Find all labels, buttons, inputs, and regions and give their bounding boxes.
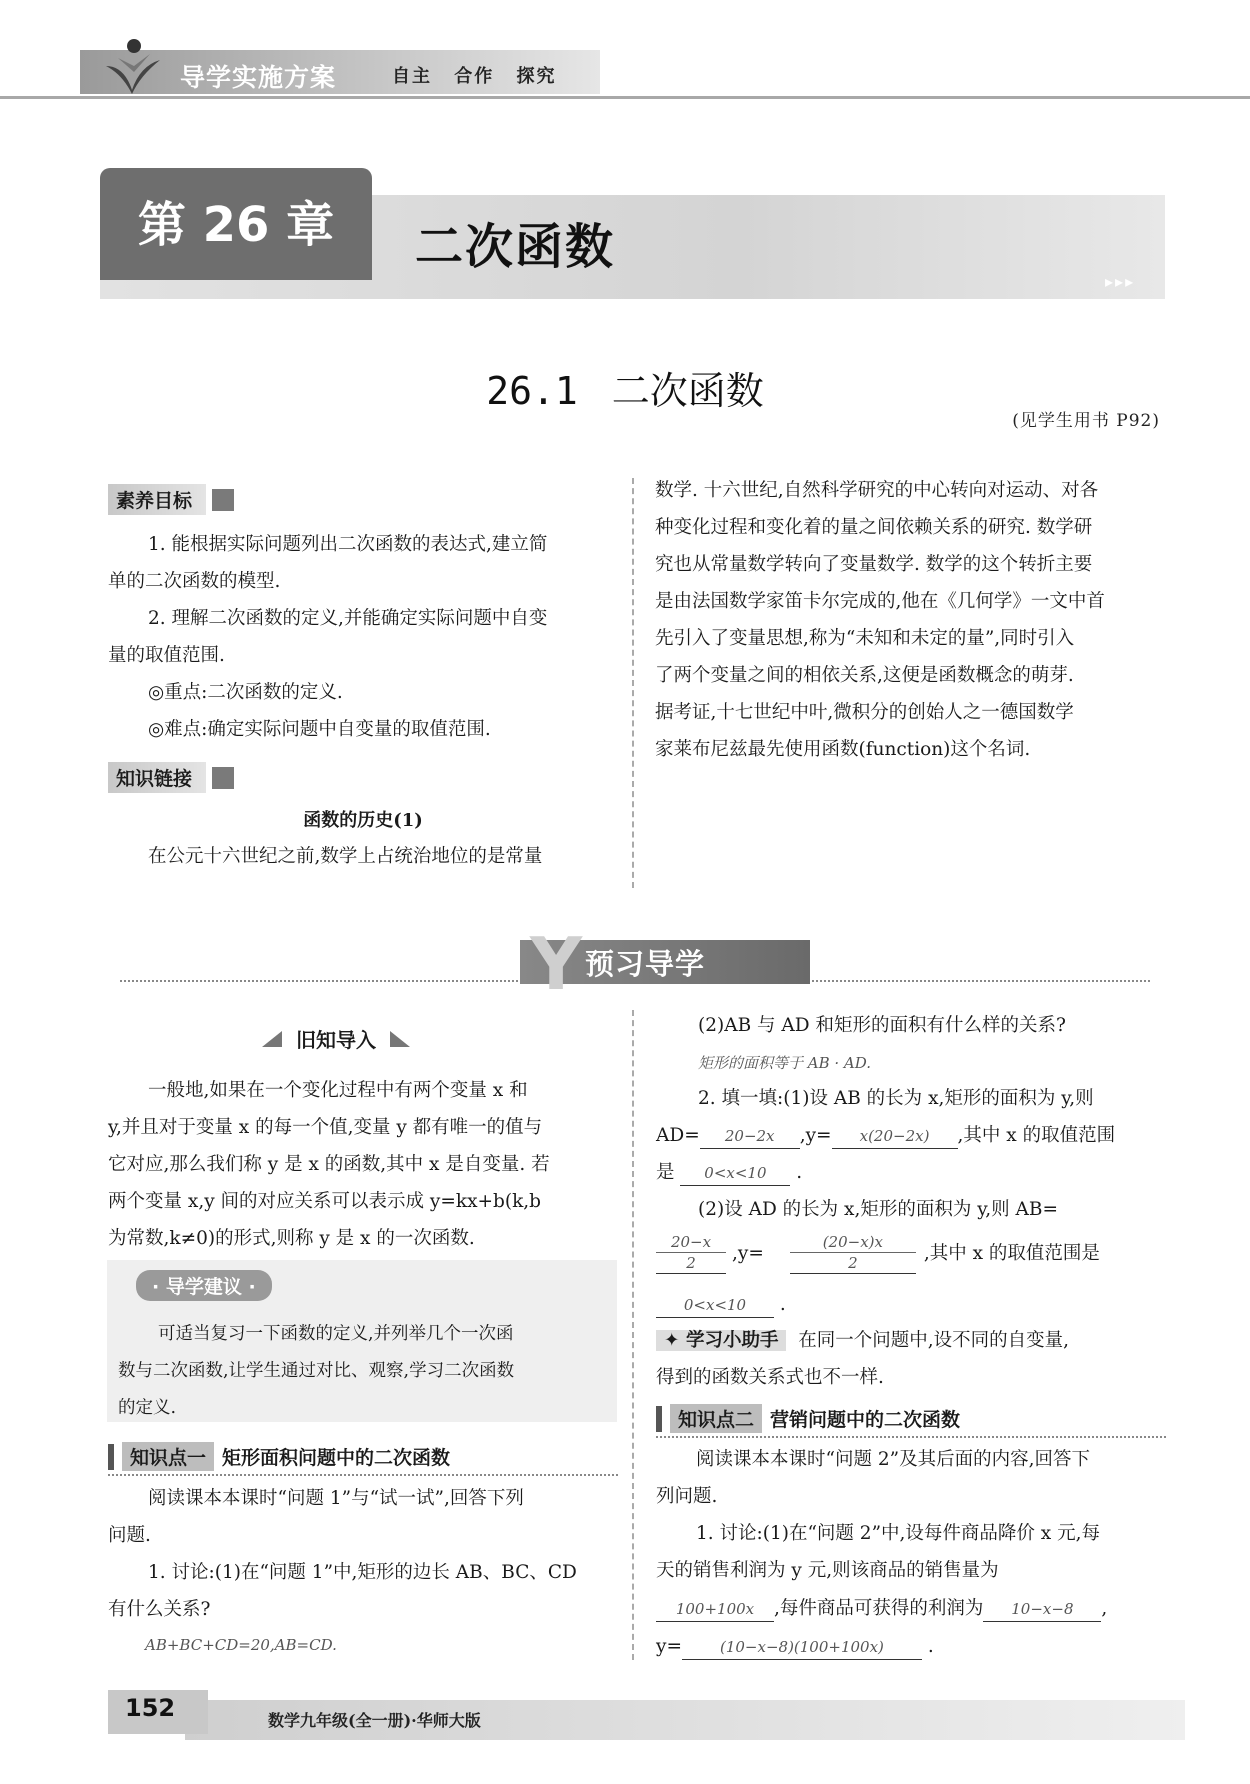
- q2-text: (2)AB 与 AD 和矩形的面积有什么样的关系?: [698, 1015, 1066, 1036]
- old-knowledge-title: 旧知导入: [296, 1028, 376, 1052]
- kp1-line: 1. 讨论:(1)在“问题 1”中,矩形的边长 AB、BC、CD: [148, 1562, 577, 1583]
- kp2-y-blank: (10−x−8)(100+100x): [682, 1635, 922, 1660]
- history-text-left: 在公元十六世纪之前,数学上占统治地位的是常量: [148, 846, 543, 867]
- kp1-text: [108, 1480, 618, 1628]
- old-knowledge-text: [108, 1072, 618, 1257]
- history-line: 是由法国数学家笛卡尔完成的,他在《几何学》一文中首: [655, 591, 1105, 612]
- suggestion-tag: · 导学建议 ·: [136, 1270, 272, 1301]
- kp2-text: [656, 1441, 1166, 1589]
- old-knowledge-line: y,并且对于变量 x 的每一个值,变量 y 都有唯一的值与: [108, 1117, 543, 1138]
- kp2-header: [656, 1404, 960, 1433]
- column-divider-lower: [632, 1010, 634, 1660]
- history-line: 先引入了变量思想,称为“未知和未定的量”,同时引入: [655, 628, 1075, 649]
- fill1-tail: ,其中 x 的取值范围: [957, 1125, 1116, 1146]
- old-knowledge-line: 为常数,k≠0)的形式,则称 y 是 x 的一次函数.: [108, 1228, 475, 1249]
- fill1-line3: 是 0<x<10 .: [656, 1154, 802, 1191]
- section-name: 二次函数: [611, 369, 764, 413]
- fill2-y-num: (20−x)x: [790, 1232, 916, 1253]
- preview-title: 预习导学: [585, 947, 706, 981]
- arrow-out-icon: [212, 767, 234, 789]
- kp2-title: 营销问题中的二次函数: [770, 1409, 961, 1431]
- kp2-fill-line: 100+100x ,每件商品可获得的利润为 10−x−8 ,: [656, 1590, 1107, 1627]
- goal-difficulty: ◎难点:确定实际问题中自变量的取值范围.: [148, 719, 491, 740]
- goals-tag-row: [108, 484, 234, 515]
- header-rule: [0, 96, 1250, 99]
- fill1-ad-label: AD=: [656, 1125, 700, 1146]
- history-line: 家莱布尼兹最先使用函数(function)这个名词.: [655, 739, 1031, 760]
- column-divider: [632, 478, 634, 888]
- suggestion-line: 的定义.: [118, 1398, 177, 1418]
- kp2-label: 知识点二: [670, 1404, 762, 1433]
- kp2-line: 天的销售利润为 y 元,则该商品的销售量为: [656, 1560, 999, 1581]
- helper-tag: [656, 1330, 786, 1351]
- helper-text1: 在同一个问题中,设不同的自变量,: [798, 1330, 1070, 1351]
- goal-line: 2. 理解二次函数的定义,并能确定实际问题中自变: [148, 608, 548, 629]
- kp2-line: 1. 讨论:(1)在“问题 2”中,设每件商品降价 x 元,每: [696, 1523, 1100, 1544]
- fill2-y-den: 2: [848, 1254, 858, 1272]
- kp1-label: 知识点一: [122, 1442, 214, 1471]
- fill2-ab-fraction: [656, 1232, 726, 1274]
- page-number: 152: [125, 1694, 176, 1722]
- kp2-profit-label: ,每件商品可获得的利润为: [774, 1598, 984, 1619]
- link-tag: 知识链接: [108, 762, 206, 793]
- triangle-right-icon: [390, 1031, 410, 1047]
- old-knowledge-line: 它对应,那么我们称 y 是 x 的函数,其中 x 是自变量. 若: [108, 1154, 550, 1175]
- link-tag-row: [108, 762, 234, 793]
- goal-line: 单的二次函数的模型.: [108, 571, 281, 592]
- goal-line: 1. 能根据实际问题列出二次函数的表达式,建立简: [148, 534, 548, 555]
- kp2-profit-blank: 10−x−8: [983, 1597, 1101, 1622]
- kp1-line: 问题.: [108, 1525, 151, 1546]
- goals-list: [108, 526, 618, 748]
- fill1-line2: [656, 1117, 1115, 1154]
- triangle-left-icon: [262, 1031, 282, 1047]
- chapter-name: 二次函数: [415, 219, 616, 275]
- fill1-line1: 2. 填一填:(1)设 AB 的长为 x,矩形的面积为 y,则: [698, 1088, 1094, 1109]
- suggestion-line: 可适当复习一下函数的定义,并列举几个一次函: [158, 1324, 514, 1344]
- fill1-ad-blank: 20−2x: [700, 1124, 800, 1149]
- fill2-ab-den: 2: [686, 1254, 696, 1272]
- goal-line: 量的取值范围.: [108, 645, 225, 666]
- header-title: 导学实施方案: [180, 63, 337, 92]
- fill1-y-blank: x(20−2x): [832, 1124, 958, 1149]
- kp1-line: 阅读课本本课时“问题 1”与“试一试”,回答下列: [148, 1488, 524, 1509]
- fill2-y-label: ,y=: [732, 1242, 764, 1264]
- fill1-range-label: 是: [656, 1162, 675, 1183]
- fill2-line2: [656, 1232, 1100, 1274]
- preview-letter-icon: Y: [530, 922, 583, 1006]
- fill2-ab-num: 20−x: [656, 1232, 726, 1253]
- fill2-y-fraction: [790, 1232, 916, 1274]
- kp2-y-label: y=: [656, 1636, 682, 1657]
- kp2-rule: [656, 1436, 1166, 1438]
- header-tags: 自主 合作 探究: [392, 66, 557, 87]
- history-line: 了两个变量之间的相依关系,这便是函数概念的萌芽.: [655, 665, 1074, 686]
- reader-logo-icon: [100, 36, 164, 96]
- old-knowledge-line: 一般地,如果在一个变化过程中有两个变量 x 和: [148, 1080, 528, 1101]
- helper-line1: [656, 1322, 1166, 1359]
- kp2-line: 阅读课本本课时“问题 2”及其后面的内容,回答下: [696, 1449, 1090, 1470]
- chapter-number: 第 26 章: [137, 197, 335, 253]
- q2-answer: 矩形的面积等于 AB · AD.: [698, 1054, 872, 1072]
- kp1-header: [108, 1442, 450, 1471]
- history-subtitle: 函数的历史(1): [303, 810, 423, 831]
- kp2-y-line: y= (10−x−8)(100+100x) .: [656, 1628, 934, 1665]
- chapter-arrows-icon: ▸▸▸: [1105, 272, 1136, 291]
- history-line: 种变化过程和变化着的量之间依赖关系的研究. 数学研: [655, 517, 1093, 538]
- fill1-range-blank: 0<x<10: [680, 1161, 790, 1186]
- kp2-bar: [656, 1406, 662, 1432]
- history-line: 数学. 十六世纪,自然科学研究的中心转向对运动、对各: [655, 480, 1099, 501]
- goals-tag: 素养目标: [108, 484, 206, 515]
- kp2-line: 列问题.: [656, 1486, 718, 1507]
- fill2-range-blank: 0<x<10: [656, 1293, 774, 1318]
- fill1-y-label: ,y=: [799, 1125, 832, 1146]
- kp1-line: 有什么关系?: [108, 1599, 211, 1620]
- goal-focus: ◎重点:二次函数的定义.: [148, 682, 343, 703]
- fill2-tail: ,其中 x 的取值范围是: [923, 1242, 1100, 1264]
- kp1-answer: AB+BC+CD=20,AB=CD.: [145, 1636, 337, 1654]
- helper-tag-label: 学习小助手: [685, 1330, 779, 1351]
- old-knowledge-line: 两个变量 x,y 间的对应关系可以表示成 y=kx+b(k,b: [108, 1191, 541, 1212]
- suggestion-line: 数与二次函数,让学生通过对比、观察,学习二次函数: [118, 1361, 515, 1381]
- arrow-out-icon: [212, 489, 234, 511]
- section-number: 26.1: [486, 369, 578, 413]
- kp2-sales-blank: 100+100x: [656, 1597, 774, 1622]
- helper-line2: 得到的函数关系式也不一样.: [656, 1367, 884, 1388]
- kp1-bar: [108, 1444, 114, 1470]
- fill2-line1: (2)设 AD 的长为 x,矩形的面积为 y,则 AB=: [698, 1199, 1058, 1220]
- history-line: 究也从常量数学转向了变量数学. 数学的这个转折主要: [655, 554, 1093, 575]
- footer-book-title: 数学九年级(全一册)·华师大版: [268, 1711, 481, 1730]
- helper-block: [656, 1322, 1166, 1396]
- history-text-right: [655, 472, 1165, 768]
- section-reference: (见学生用书 P92): [1012, 411, 1160, 431]
- old-knowledge-title-row: [262, 1024, 410, 1053]
- fill2-line3: 0<x<10 .: [656, 1286, 786, 1323]
- history-line: 据考证,十七世纪中叶,微积分的创始人之一德国数学: [655, 702, 1074, 723]
- kp1-title: 矩形面积问题中的二次函数: [222, 1447, 451, 1469]
- kp1-rule: [108, 1474, 618, 1476]
- suggestion-text: [118, 1316, 613, 1427]
- sparkle-icon: ✦: [664, 1330, 680, 1351]
